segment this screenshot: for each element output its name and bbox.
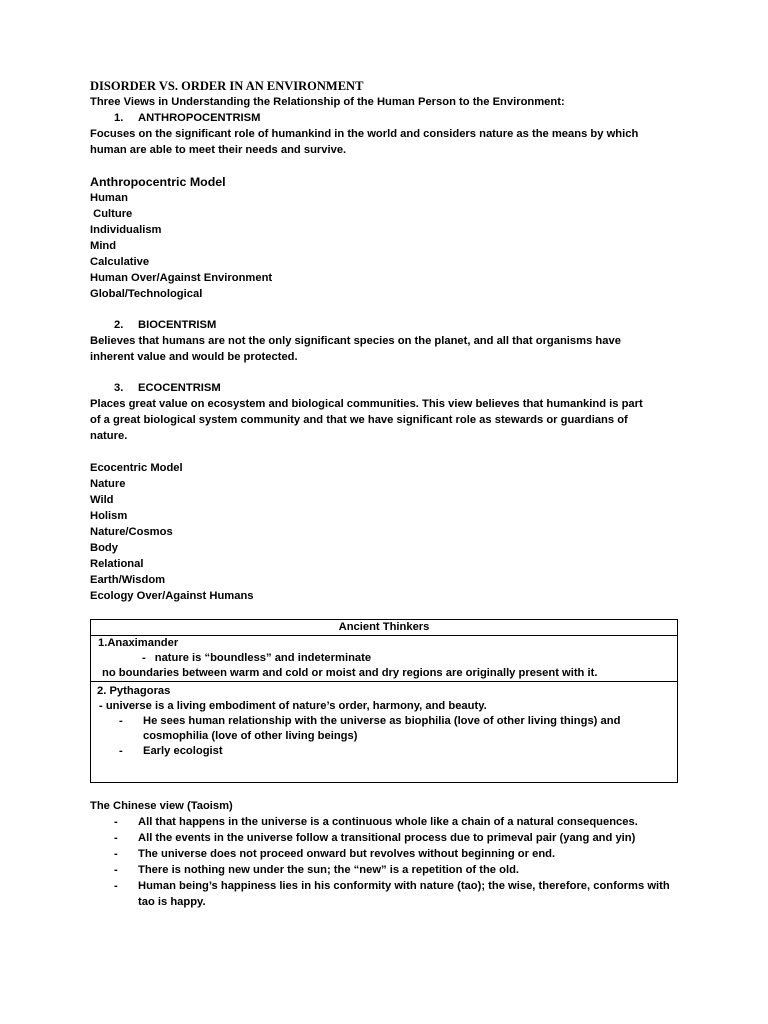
list-item: Earth/Wisdom bbox=[90, 574, 166, 586]
chinese-view-heading: The Chinese view (Taoism) bbox=[90, 800, 233, 812]
list-item: Mind bbox=[90, 240, 117, 252]
chinese-view-bullet-text: The universe does not proceed onward but revolves without beginning or end. bbox=[138, 848, 556, 860]
chinese-view-list bbox=[114, 814, 684, 910]
list-item: Nature bbox=[90, 478, 126, 490]
anaximander-bullet-text: nature is “boundless” and indeterminate bbox=[154, 652, 372, 664]
anthropocentric-model-heading: Anthropocentric Model bbox=[90, 175, 226, 189]
ecocentric-model-list bbox=[90, 476, 680, 604]
chinese-view-bullet bbox=[114, 846, 684, 862]
ecocentric-model-heading: Ecocentric Model bbox=[90, 462, 183, 474]
biocentrism-description bbox=[90, 333, 680, 365]
list-item: Ecology Over/Against Humans bbox=[90, 590, 254, 602]
chinese-view-bullet-text: All that happens in the universe is a continuous whole like a chain of a natural consequences. bbox=[138, 816, 638, 828]
anaximander-note: no boundaries between warm and cold or moist and dry regions are originally present with it. bbox=[102, 667, 598, 679]
list-item: Human bbox=[90, 192, 128, 204]
pythagoras-lead: - universe is a living embodiment of nature’s order, harmony, and beauty. bbox=[99, 700, 487, 712]
ecocentrism-description-line: nature. bbox=[90, 430, 128, 442]
chinese-view-bullet-text: Human being’s happiness lies in his conformity with nature (tao); the wise, therefore, conforms with tao is happy. bbox=[138, 880, 670, 908]
chinese-view-bullet bbox=[114, 862, 684, 878]
chinese-view-bullet-text: There is nothing new under the sun; the “new” is a repetition of the old. bbox=[138, 864, 520, 876]
chinese-view-bullet bbox=[114, 878, 684, 910]
pythagoras-bullet bbox=[97, 714, 671, 744]
anaximander-cell bbox=[91, 636, 678, 682]
anthropocentrism-number: 1. bbox=[114, 112, 124, 124]
bullet-dash: - bbox=[142, 652, 146, 664]
bullet-dash: - bbox=[114, 816, 118, 828]
bullet-dash: - bbox=[114, 864, 118, 876]
list-item: Human Over/Against Environment bbox=[90, 272, 273, 284]
chinese-view-bullet bbox=[114, 830, 684, 846]
bullet-dash: - bbox=[114, 848, 118, 860]
ancient-thinkers-header: Ancient Thinkers bbox=[91, 620, 678, 636]
intro-text: Three Views in Understanding the Relationship of the Human Person to the Environment: bbox=[90, 96, 565, 108]
biocentrism-description-line: inherent value and would be protected. bbox=[90, 351, 298, 363]
anthropocentrism-title: ANTHROPOCENTRISM bbox=[138, 112, 261, 124]
list-item: Nature/Cosmos bbox=[90, 526, 173, 538]
list-item: Individualism bbox=[90, 224, 162, 236]
bullet-dash: - bbox=[119, 745, 123, 757]
list-item: Culture bbox=[90, 208, 133, 220]
list-item: Holism bbox=[90, 510, 128, 522]
list-item: Calculative bbox=[90, 256, 150, 268]
ecocentrism-heading bbox=[90, 380, 680, 396]
anthropocentrism-heading bbox=[90, 110, 680, 126]
biocentrism-description-line: Believes that humans are not the only significant species on the planet, and all that organisms have bbox=[90, 335, 621, 347]
chinese-view-bullet bbox=[114, 814, 684, 830]
anthropocentrism-description-line: Focuses on the significant role of humankind in the world and considers nature as the means by which bbox=[90, 128, 639, 140]
list-item: Body bbox=[90, 542, 118, 554]
pythagoras-bullet bbox=[97, 744, 671, 759]
bullet-dash: - bbox=[119, 715, 123, 727]
biocentrism-number: 2. bbox=[114, 319, 124, 331]
biocentrism-heading bbox=[90, 317, 680, 333]
list-item: Relational bbox=[90, 558, 144, 570]
ancient-thinkers-table bbox=[90, 619, 678, 783]
pythagoras-bullet-text: Early ecologist bbox=[143, 745, 223, 757]
anthropocentric-model-list bbox=[90, 190, 680, 302]
document-title: DISORDER VS. ORDER IN AN ENVIRONMENT bbox=[90, 79, 364, 93]
ecocentrism-description-line: Places great value on ecosystem and biological communities. This view believes that humankind is part bbox=[90, 398, 643, 410]
ecocentrism-number: 3. bbox=[114, 382, 124, 394]
pythagoras-bullet-text: He sees human relationship with the universe as biophilia (love of other living things) and cosmophilia (love of other living beings) bbox=[143, 715, 621, 742]
ecocentrism-description-line: of a great biological system community and that we have significant role as stewards or guardians of bbox=[90, 414, 628, 426]
pythagoras-name: 2. Pythagoras bbox=[97, 685, 171, 697]
anaximander-bullet bbox=[97, 651, 671, 666]
ecocentrism-title: ECOCENTRISM bbox=[138, 382, 221, 394]
anaximander-name: 1.Anaximander bbox=[98, 637, 179, 649]
ecocentrism-description bbox=[90, 396, 680, 444]
anthropocentrism-description-line: human are able to meet their needs and survive. bbox=[90, 144, 347, 156]
biocentrism-title: BIOCENTRISM bbox=[138, 319, 217, 331]
chinese-view-bullet-text: All the events in the universe follow a transitional process due to primeval pair (yang and yin) bbox=[138, 832, 636, 844]
list-item: Wild bbox=[90, 494, 114, 506]
bullet-dash: - bbox=[114, 880, 118, 892]
bullet-dash: - bbox=[114, 832, 118, 844]
list-item: Global/Technological bbox=[90, 288, 203, 300]
anthropocentrism-description bbox=[90, 126, 680, 158]
pythagoras-cell bbox=[91, 682, 678, 783]
